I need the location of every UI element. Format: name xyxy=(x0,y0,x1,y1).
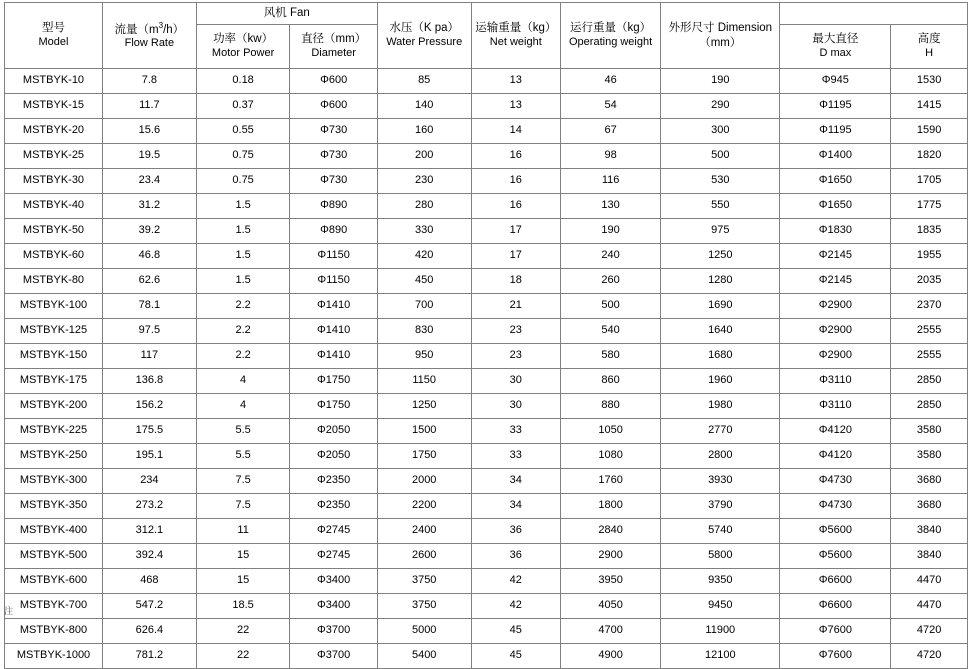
table-cell: Φ4120 xyxy=(780,419,891,444)
cell-model: MSTBYK-10 xyxy=(5,69,103,94)
table-cell: Φ890 xyxy=(290,219,377,244)
table-cell: 500 xyxy=(661,144,780,169)
table-cell: 1760 xyxy=(561,469,661,494)
table-cell: 3950 xyxy=(561,569,661,594)
table-cell: 190 xyxy=(561,219,661,244)
table-cell: 300 xyxy=(661,119,780,144)
table-cell: 5000 xyxy=(377,619,471,644)
table-row xyxy=(5,144,968,169)
table-cell: Φ2900 xyxy=(780,319,891,344)
table-cell: 234 xyxy=(103,469,197,494)
spec-sheet xyxy=(0,2,972,662)
cell-model: MSTBYK-400 xyxy=(5,519,103,544)
header-operating-weight xyxy=(661,3,780,69)
table-cell: Φ600 xyxy=(290,94,377,119)
table-cell: 420 xyxy=(377,244,471,269)
table-cell: 700 xyxy=(377,294,471,319)
table-cell: 3580 xyxy=(891,419,968,444)
table-cell: 1150 xyxy=(377,369,471,394)
table-cell: Φ6600 xyxy=(780,569,891,594)
table-cell: 31.2 xyxy=(103,194,197,219)
specification-table xyxy=(4,2,968,669)
table-cell: 195.1 xyxy=(103,444,197,469)
table-cell: 4 xyxy=(196,394,290,419)
table-cell: 950 xyxy=(377,344,471,369)
table-cell: 4720 xyxy=(891,644,968,669)
table-row xyxy=(5,394,968,419)
table-cell: Φ1150 xyxy=(290,269,377,294)
table-cell: 4700 xyxy=(561,619,661,644)
table-cell: 12100 xyxy=(661,644,780,669)
table-cell: 23.4 xyxy=(103,169,197,194)
table-cell: 1640 xyxy=(661,319,780,344)
table-cell: Φ1650 xyxy=(780,169,891,194)
table-cell: 2.2 xyxy=(196,294,290,319)
table-cell: 1680 xyxy=(661,344,780,369)
table-cell: Φ945 xyxy=(780,69,891,94)
table-cell: 175.5 xyxy=(103,419,197,444)
table-cell: 13 xyxy=(471,69,560,94)
table-cell: 97.5 xyxy=(103,319,197,344)
table-cell: 62.6 xyxy=(103,269,197,294)
table-cell: 1050 xyxy=(561,419,661,444)
table-cell: 1.5 xyxy=(196,244,290,269)
table-cell: 11900 xyxy=(661,619,780,644)
table-cell: 4470 xyxy=(891,569,968,594)
table-cell: 30 xyxy=(471,394,560,419)
table-cell: 2035 xyxy=(891,269,968,294)
table-row xyxy=(5,194,968,219)
table-cell: 3750 xyxy=(377,594,471,619)
table-cell: 7.5 xyxy=(196,494,290,519)
table-cell: 160 xyxy=(377,119,471,144)
table-cell: 1500 xyxy=(377,419,471,444)
header-d-max-cn: 最大直径 xyxy=(812,33,859,46)
table-cell: 46.8 xyxy=(103,244,197,269)
table-cell: 156.2 xyxy=(103,394,197,419)
table-cell: 781.2 xyxy=(103,644,197,669)
table-cell: 200 xyxy=(377,144,471,169)
table-cell: 4050 xyxy=(561,594,661,619)
header-water-pressure-cn: 运输重量（kg） xyxy=(475,22,557,35)
table-cell: 19.5 xyxy=(103,144,197,169)
table-cell: 17 xyxy=(471,219,560,244)
table-cell: 500 xyxy=(561,294,661,319)
header-net-weight-en: Operating weight xyxy=(569,35,653,48)
table-cell: 312.1 xyxy=(103,519,197,544)
table-cell: Φ3700 xyxy=(290,644,377,669)
table-cell: Φ730 xyxy=(290,169,377,194)
table-cell: Φ4120 xyxy=(780,444,891,469)
table-cell: 2600 xyxy=(377,544,471,569)
table-cell: Φ1830 xyxy=(780,219,891,244)
table-cell: 67 xyxy=(561,119,661,144)
table-cell: 18.5 xyxy=(196,594,290,619)
table-cell: 2.2 xyxy=(196,344,290,369)
table-cell: 1590 xyxy=(891,119,968,144)
table-cell: 1080 xyxy=(561,444,661,469)
header-fan-diameter-en: Diameter xyxy=(311,46,356,59)
table-cell: 116 xyxy=(561,169,661,194)
cell-model: MSTBYK-800 xyxy=(5,619,103,644)
table-cell: 240 xyxy=(561,244,661,269)
header-model-en: Model xyxy=(38,35,69,48)
footer-mark: 注 xyxy=(4,606,14,616)
table-cell: 1800 xyxy=(561,494,661,519)
table-cell: 5800 xyxy=(661,544,780,569)
table-cell: 190 xyxy=(661,69,780,94)
cell-model: MSTBYK-25 xyxy=(5,144,103,169)
table-cell: 0.75 xyxy=(196,169,290,194)
table-cell: 860 xyxy=(561,369,661,394)
table-row xyxy=(5,544,968,569)
table-row xyxy=(5,69,968,94)
table-cell: 3580 xyxy=(891,444,968,469)
cell-model: MSTBYK-200 xyxy=(5,394,103,419)
table-cell: 1415 xyxy=(891,94,968,119)
table-cell: Φ5600 xyxy=(780,544,891,569)
table-cell: 1960 xyxy=(661,369,780,394)
table-cell: Φ730 xyxy=(290,119,377,144)
table-cell: Φ2745 xyxy=(290,519,377,544)
table-cell: 1955 xyxy=(891,244,968,269)
header-d-max xyxy=(780,25,891,69)
table-cell: Φ7600 xyxy=(780,619,891,644)
table-cell: 11 xyxy=(196,519,290,544)
table-row xyxy=(5,519,968,544)
table-cell: Φ2350 xyxy=(290,469,377,494)
table-cell: Φ3700 xyxy=(290,619,377,644)
header-motor-power xyxy=(196,25,290,69)
table-cell: 530 xyxy=(661,169,780,194)
table-cell: 392.4 xyxy=(103,544,197,569)
table-cell: 9350 xyxy=(661,569,780,594)
cell-model: MSTBYK-150 xyxy=(5,344,103,369)
table-cell: 14 xyxy=(471,119,560,144)
table-cell: 2770 xyxy=(661,419,780,444)
header-net-weight xyxy=(561,3,661,69)
header-height-cn: 高度 xyxy=(917,33,941,46)
table-cell: Φ2900 xyxy=(780,294,891,319)
cell-model: MSTBYK-125 xyxy=(5,319,103,344)
table-cell: 1835 xyxy=(891,219,968,244)
table-cell: 1.5 xyxy=(196,269,290,294)
header-group-dimension xyxy=(780,3,968,25)
table-cell: Φ2050 xyxy=(290,444,377,469)
table-cell: 2.2 xyxy=(196,319,290,344)
table-cell: 975 xyxy=(661,219,780,244)
table-cell: 2555 xyxy=(891,344,968,369)
table-cell: 3680 xyxy=(891,469,968,494)
table-cell: 7.5 xyxy=(196,469,290,494)
table-cell: Φ1195 xyxy=(780,94,891,119)
table-cell: 130 xyxy=(561,194,661,219)
table-cell: Φ730 xyxy=(290,144,377,169)
table-row xyxy=(5,169,968,194)
table-cell: Φ2145 xyxy=(780,244,891,269)
cell-model: MSTBYK-250 xyxy=(5,444,103,469)
table-cell: 117 xyxy=(103,344,197,369)
table-cell: 3840 xyxy=(891,544,968,569)
header-net-weight-cn: 运行重量（kg） xyxy=(570,22,652,35)
cell-model: MSTBYK-50 xyxy=(5,219,103,244)
table-cell: 34 xyxy=(471,469,560,494)
header-air-flow-cn: 水压（K pa） xyxy=(389,22,460,35)
cell-model: MSTBYK-175 xyxy=(5,369,103,394)
table-row xyxy=(5,569,968,594)
table-cell: Φ3400 xyxy=(290,594,377,619)
table-row xyxy=(5,94,968,119)
cell-model: MSTBYK-600 xyxy=(5,569,103,594)
table-cell: 1705 xyxy=(891,169,968,194)
table-cell: Φ1650 xyxy=(780,194,891,219)
table-cell: 16 xyxy=(471,194,560,219)
cell-model: MSTBYK-225 xyxy=(5,419,103,444)
cell-model: MSTBYK-80 xyxy=(5,269,103,294)
table-cell: 540 xyxy=(561,319,661,344)
table-cell: Φ1400 xyxy=(780,144,891,169)
table-cell: 21 xyxy=(471,294,560,319)
table-cell: Φ3110 xyxy=(780,394,891,419)
table-cell: 45 xyxy=(471,619,560,644)
table-cell: 33 xyxy=(471,419,560,444)
table-cell: 18 xyxy=(471,269,560,294)
table-cell: 45 xyxy=(471,644,560,669)
table-cell: 15.6 xyxy=(103,119,197,144)
table-cell: 0.37 xyxy=(196,94,290,119)
table-cell: 4470 xyxy=(891,594,968,619)
table-cell: 15 xyxy=(196,544,290,569)
cell-model: MSTBYK-1000 xyxy=(5,644,103,669)
table-cell: 15 xyxy=(196,569,290,594)
table-cell: 230 xyxy=(377,169,471,194)
table-cell: 140 xyxy=(377,94,471,119)
table-cell: 1.5 xyxy=(196,194,290,219)
header-air-flow xyxy=(377,3,471,69)
table-body xyxy=(5,69,968,669)
table-cell: 5.5 xyxy=(196,444,290,469)
table-cell: Φ2050 xyxy=(290,419,377,444)
table-cell: 22 xyxy=(196,644,290,669)
table-cell: 1775 xyxy=(891,194,968,219)
table-cell: Φ4730 xyxy=(780,494,891,519)
cell-model: MSTBYK-350 xyxy=(5,494,103,519)
cell-model: MSTBYK-30 xyxy=(5,169,103,194)
table-cell: Φ600 xyxy=(290,69,377,94)
table-cell: 17 xyxy=(471,244,560,269)
table-cell: 880 xyxy=(561,394,661,419)
table-cell: Φ1410 xyxy=(290,294,377,319)
table-cell: 78.1 xyxy=(103,294,197,319)
header-d-max-en: D max xyxy=(819,46,852,59)
table-cell: Φ1195 xyxy=(780,119,891,144)
table-row xyxy=(5,494,968,519)
table-cell: Φ7600 xyxy=(780,644,891,669)
table-cell: 33 xyxy=(471,444,560,469)
table-cell: 136.8 xyxy=(103,369,197,394)
header-model xyxy=(5,3,103,69)
table-cell: Φ890 xyxy=(290,194,377,219)
table-cell: 3930 xyxy=(661,469,780,494)
table-row xyxy=(5,319,968,344)
table-cell: 1250 xyxy=(377,394,471,419)
table-cell: 34 xyxy=(471,494,560,519)
table-cell: 22 xyxy=(196,619,290,644)
table-cell: Φ2900 xyxy=(780,344,891,369)
table-cell: 98 xyxy=(561,144,661,169)
table-cell: 626.4 xyxy=(103,619,197,644)
table-cell: 36 xyxy=(471,544,560,569)
table-cell: 16 xyxy=(471,169,560,194)
table-row xyxy=(5,294,968,319)
table-cell: Φ3110 xyxy=(780,369,891,394)
table-cell: 5400 xyxy=(377,644,471,669)
header-water-pressure xyxy=(471,3,560,69)
header-flow-rate xyxy=(103,3,197,69)
header-fan-diameter xyxy=(290,25,377,69)
table-row xyxy=(5,644,968,669)
table-cell: 13 xyxy=(471,94,560,119)
table-cell: 0.18 xyxy=(196,69,290,94)
table-row xyxy=(5,419,968,444)
table-cell: 23 xyxy=(471,319,560,344)
table-cell: 468 xyxy=(103,569,197,594)
header-height-en: H xyxy=(925,46,934,59)
table-row xyxy=(5,244,968,269)
table-cell: Φ2145 xyxy=(780,269,891,294)
table-cell: 547.2 xyxy=(103,594,197,619)
table-row xyxy=(5,219,968,244)
header-water-pressure-en: Net weight xyxy=(489,35,542,48)
table-cell: 1250 xyxy=(661,244,780,269)
table-cell: 830 xyxy=(377,319,471,344)
table-cell: Φ3400 xyxy=(290,569,377,594)
cell-model: MSTBYK-60 xyxy=(5,244,103,269)
table-cell: 3840 xyxy=(891,519,968,544)
cell-model: MSTBYK-40 xyxy=(5,194,103,219)
table-row xyxy=(5,369,968,394)
table-cell: 3680 xyxy=(891,494,968,519)
table-cell: 2900 xyxy=(561,544,661,569)
table-cell: 11.7 xyxy=(103,94,197,119)
table-cell: Φ6600 xyxy=(780,594,891,619)
table-cell: 9450 xyxy=(661,594,780,619)
table-header xyxy=(5,3,968,69)
table-cell: 42 xyxy=(471,569,560,594)
table-cell: 330 xyxy=(377,219,471,244)
table-cell: 280 xyxy=(377,194,471,219)
table-cell: 2400 xyxy=(377,519,471,544)
header-fan-diameter-cn: 直径（mm） xyxy=(301,33,367,46)
table-cell: Φ5600 xyxy=(780,519,891,544)
table-cell: 1280 xyxy=(661,269,780,294)
table-cell: 2555 xyxy=(891,319,968,344)
table-cell: Φ1750 xyxy=(290,394,377,419)
table-row xyxy=(5,269,968,294)
table-cell: 2840 xyxy=(561,519,661,544)
table-cell: 2800 xyxy=(661,444,780,469)
header-operating-weight-cn: 外形尺寸 Dimension（mm） xyxy=(668,22,773,49)
table-cell: Φ1750 xyxy=(290,369,377,394)
header-height xyxy=(891,25,968,69)
table-row xyxy=(5,469,968,494)
table-cell: 36 xyxy=(471,519,560,544)
header-flow-rate-en: Flow Rate xyxy=(124,36,175,49)
table-cell: 0.55 xyxy=(196,119,290,144)
header-flow-rate-cn: 流量$(m^3/h)$ xyxy=(114,20,185,36)
table-cell: 7.8 xyxy=(103,69,197,94)
table-cell: 260 xyxy=(561,269,661,294)
table-cell: 2850 xyxy=(891,394,968,419)
table-cell: 3750 xyxy=(377,569,471,594)
table-cell: Φ1410 xyxy=(290,344,377,369)
table-cell: 4 xyxy=(196,369,290,394)
table-cell: 1690 xyxy=(661,294,780,319)
table-cell: 54 xyxy=(561,94,661,119)
table-cell: 450 xyxy=(377,269,471,294)
table-cell: 273.2 xyxy=(103,494,197,519)
table-cell: 2850 xyxy=(891,369,968,394)
table-cell: Φ2745 xyxy=(290,544,377,569)
table-cell: 2370 xyxy=(891,294,968,319)
table-cell: 2000 xyxy=(377,469,471,494)
table-cell: 3790 xyxy=(661,494,780,519)
table-cell: 0.75 xyxy=(196,144,290,169)
table-cell: 2200 xyxy=(377,494,471,519)
cell-model: MSTBYK-700 xyxy=(5,594,103,619)
table-cell: 16 xyxy=(471,144,560,169)
table-cell: 4720 xyxy=(891,619,968,644)
table-cell: 1.5 xyxy=(196,219,290,244)
table-cell: 580 xyxy=(561,344,661,369)
table-cell: 46 xyxy=(561,69,661,94)
table-cell: 1750 xyxy=(377,444,471,469)
header-group-fan: 风机 Fan xyxy=(196,3,377,25)
cell-model: MSTBYK-300 xyxy=(5,469,103,494)
table-cell: 1980 xyxy=(661,394,780,419)
table-cell: Φ1150 xyxy=(290,244,377,269)
cell-model: MSTBYK-15 xyxy=(5,94,103,119)
table-cell: 5740 xyxy=(661,519,780,544)
cell-model: MSTBYK-500 xyxy=(5,544,103,569)
table-cell: 39.2 xyxy=(103,219,197,244)
table-row xyxy=(5,619,968,644)
table-cell: 30 xyxy=(471,369,560,394)
cell-model: MSTBYK-100 xyxy=(5,294,103,319)
cell-model: MSTBYK-20 xyxy=(5,119,103,144)
header-air-flow-en: Water Pressure xyxy=(386,35,463,48)
table-row xyxy=(5,444,968,469)
table-cell: 290 xyxy=(661,94,780,119)
table-cell: Φ4730 xyxy=(780,469,891,494)
header-motor-power-cn: 功率（kw） xyxy=(213,33,274,46)
header-motor-power-en: Motor Power xyxy=(211,46,275,59)
table-cell: 85 xyxy=(377,69,471,94)
table-cell: 23 xyxy=(471,344,560,369)
table-cell: 5.5 xyxy=(196,419,290,444)
table-cell: 42 xyxy=(471,594,560,619)
header-model-cn: 型号 xyxy=(42,22,65,35)
table-cell: 1530 xyxy=(891,69,968,94)
table-cell: 4900 xyxy=(561,644,661,669)
table-row xyxy=(5,119,968,144)
table-row xyxy=(5,344,968,369)
table-cell: Φ1410 xyxy=(290,319,377,344)
table-cell: 550 xyxy=(661,194,780,219)
table-cell: 1820 xyxy=(891,144,968,169)
table-cell: Φ2350 xyxy=(290,494,377,519)
